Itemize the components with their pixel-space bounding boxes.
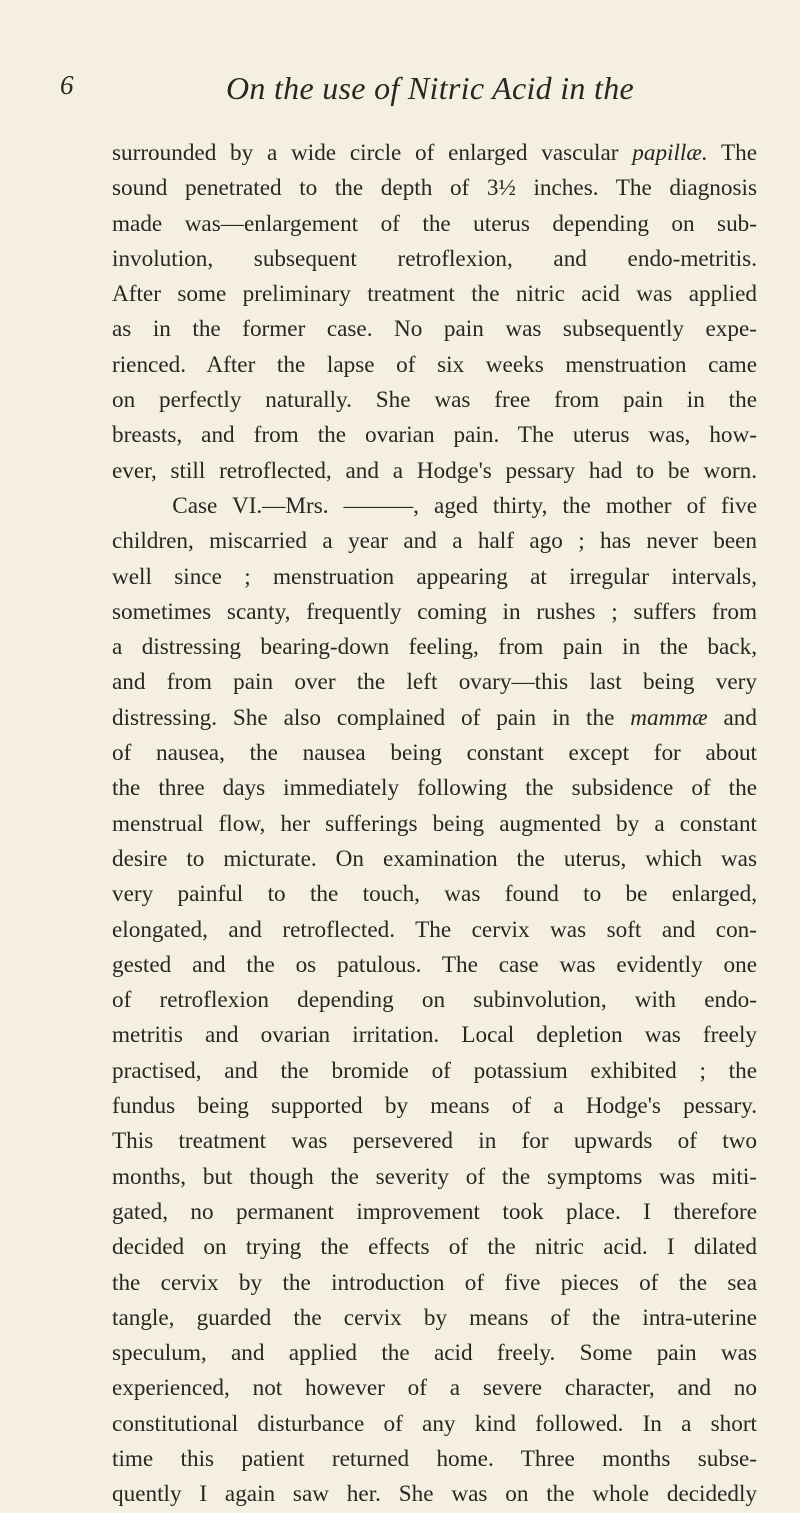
text-line-segment: sometimes scanty, frequently coming in rushes ; suffers from (112, 598, 757, 625)
text-line-segment: of nausea, the nausea being constant except for about (112, 740, 757, 767)
text-line-segment: breasts, and from the ovarian pain. The uterus was, how- (112, 422, 757, 449)
body-text (112, 136, 757, 1513)
text-line (112, 1442, 757, 1477)
text-line (112, 418, 757, 453)
text-line (112, 524, 757, 559)
text-line (112, 701, 757, 736)
text-line (112, 842, 757, 877)
text-line-segment: months, but though the severity of the symptoms was miti- (112, 1163, 757, 1190)
text-line (112, 1195, 757, 1230)
text-line-segment: gated, no permanent improvement took place. I therefore (112, 1198, 757, 1225)
text-line-segment: practised, and the bromide of potassium exhibited ; the (112, 1057, 757, 1084)
text-line-segment: surrounded by a wide circle of enlarged vascular (112, 140, 633, 166)
text-line (112, 983, 757, 1018)
text-line (112, 207, 757, 242)
text-line (112, 1371, 757, 1406)
text-line (112, 1336, 757, 1371)
text-line (112, 1230, 757, 1265)
text-line-segment: tangle, guarded the cervix by means of the intra-uterine (112, 1304, 757, 1331)
text-line-segment: After some preliminary treatment the nitric acid was applied (112, 281, 757, 308)
text-line-segment: fundus being supported by means of a Hodge's pessary. (112, 1093, 757, 1120)
text-line-segment: and from pain over the left ovary—this last being very (112, 669, 757, 696)
text-line (112, 1477, 757, 1512)
text-line-segment: very painful to the touch, was found to be enlarged, (112, 881, 757, 908)
text-line-segment: elongated, and retroflected. The cervix was soft and con- (112, 916, 757, 943)
text-line (112, 665, 757, 700)
text-line (112, 454, 757, 489)
text-line-segment: a distressing bearing-down feeling, from pain in the back, (112, 634, 757, 661)
text-line-segment: menstrual flow, her sufferings being augmented by a constant (112, 810, 757, 837)
text-line-segment: rienced. After the lapse of six weeks menstruation came (112, 351, 757, 378)
text-line (112, 1018, 757, 1053)
text-line (112, 877, 757, 912)
text-line (112, 807, 757, 842)
text-line (112, 1407, 757, 1442)
text-line (112, 348, 757, 383)
text-line (112, 171, 757, 206)
text-line (112, 595, 757, 630)
text-line (112, 1160, 757, 1195)
text-line (112, 312, 757, 347)
text-line (112, 242, 757, 277)
text-line-segment: the three days immediately following the subsidence of the (112, 775, 757, 802)
text-line-segment: involution, subsequent retroflexion, and endo-metritis. (112, 245, 757, 272)
text-line (112, 913, 757, 948)
text-line-segment: on perfectly naturally. She was free from pain in the (112, 387, 757, 414)
text-line-segment: gested and the os patulous. The case was evidently one (112, 951, 757, 978)
text-line (112, 1266, 757, 1301)
text-line (112, 1054, 757, 1089)
text-line (112, 736, 757, 771)
text-line (112, 948, 757, 983)
text-line-segment: sound penetrated to the depth of 3½ inches. The diagnosis (112, 175, 757, 202)
text-line (112, 1089, 757, 1124)
text-line (112, 560, 757, 595)
text-line-segment: Case VI.—Mrs. ———, aged thirty, the mother of five (112, 492, 757, 519)
text-line-segment: metritis and ovarian irritation. Local depletion was freely (112, 1022, 757, 1049)
text-line-segment: the cervix by the introduction of five pieces of the sea (112, 1269, 757, 1296)
text-line (112, 630, 757, 665)
italic-term: mammæ (630, 704, 708, 731)
text-line-segment: This treatment was persevered in for upwards of two (112, 1128, 757, 1155)
text-line-segment: time this patient returned home. Three months subse- (112, 1445, 757, 1472)
text-line (112, 1124, 757, 1159)
text-line (112, 1301, 757, 1336)
text-line (112, 383, 757, 418)
text-line (112, 277, 757, 312)
italic-term: papillæ. (632, 140, 708, 166)
text-line-segment: distressing. She also complained of pain in the (112, 704, 631, 731)
text-line-segment: and (707, 704, 757, 731)
text-line-segment: constitutional disturbance of any kind followed. In a short (112, 1410, 757, 1437)
text-line-segment: as in the former case. No pain was subsequently expe- (112, 316, 757, 343)
text-line (112, 771, 757, 806)
text-line-segment: desire to micturate. On examination the uterus, which was (112, 845, 757, 872)
text-line-segment: ever, still retroflected, and a Hodge's pessary had to be worn. (112, 457, 757, 484)
text-line-segment: speculum, and applied the acid freely. Some pain was (112, 1340, 757, 1367)
text-line-segment: The (707, 140, 757, 166)
page-header (60, 70, 750, 110)
text-line-segment: of retroflexion depending on subinvolution, with endo- (112, 987, 757, 1014)
text-line-segment: made was—enlargement of the uterus depending on sub- (112, 210, 757, 237)
text-line (112, 136, 757, 171)
text-line-segment: well since ; menstruation appearing at irregular intervals, (112, 563, 757, 590)
text-line (112, 489, 757, 524)
text-line-segment: experienced, not however of a severe character, and no (112, 1375, 757, 1402)
running-title: On the use of Nitric Acid in the (225, 70, 635, 106)
text-line-segment: decided on trying the effects of the nitric acid. I dilated (112, 1234, 757, 1261)
text-line-segment: children, miscarried a year and a half ago ; has never been (112, 528, 757, 555)
page-number: 6 (60, 70, 74, 100)
text-line-segment: quently I again saw her. She was on the whole decidedly (112, 1481, 757, 1508)
